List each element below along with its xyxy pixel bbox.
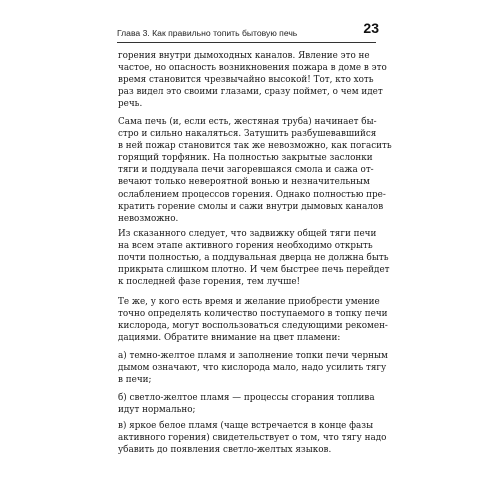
text-line: дациями. Обратите внимание на цвет пламени: xyxy=(118,333,341,344)
text-line: дымом означают, что кислорода мало, надо усилить тягу xyxy=(118,363,387,374)
text-line: в) яркое белое пламя (чаще встречается в конце фазы xyxy=(118,421,374,431)
text-line: горения внутри дымоходных каналов. Явление это не xyxy=(118,51,370,61)
text-line: в печи; xyxy=(118,375,152,386)
text-line: б) светло-желтое пламя — процессы сгорания топлива xyxy=(118,393,375,403)
text-line: речь. xyxy=(118,99,143,110)
text-line: в ней пожар становится так же невозможно, как погасить xyxy=(118,141,392,152)
text-line: раз видел это своими глазами, сразу поймет, о чем идет xyxy=(118,87,383,98)
text-line: частое, но опасность возникновения пожара в доме в это xyxy=(118,63,387,74)
text-line: прикрыта слишком плотно. И чем быстрее печь перейдет xyxy=(118,265,390,276)
text-line: невозможно. xyxy=(118,213,179,224)
paragraph-2 xyxy=(118,116,392,225)
text-line: стро и сильно накаляться. Затушить разбушевавшийся xyxy=(118,129,377,140)
text-line: кислорода, могут воспользоваться следующими рекомен- xyxy=(118,321,388,332)
text-line: к последней фазе горения, тем лучше! xyxy=(118,277,301,288)
page-number: 23 xyxy=(363,20,379,36)
text-line: убавить до появления светло-желтых языков. xyxy=(118,445,332,456)
text-line: кратить горение смолы и сажи внутри дымовых каналов xyxy=(118,201,384,212)
text-line: а) темно-желтое пламя и заполнение топки печи черным xyxy=(118,351,388,361)
paragraph-4 xyxy=(118,296,388,344)
text-line: почти полностью, а поддувальная дверца не должна быть xyxy=(118,253,389,264)
running-header: Глава 3. Как правильно топить бытовую печь xyxy=(117,28,298,38)
text-line: идут нормально; xyxy=(118,405,196,416)
text-line: время становится чрезвычайно высокой! Тот, кто хоть xyxy=(118,75,374,86)
text-line: Сама печь (и, если есть, жестяная труба) начинает бы- xyxy=(118,117,377,127)
paragraph-6 xyxy=(118,392,375,416)
text-line: тяги и поддувала печи загоревшаяся смола и сажа от- xyxy=(118,165,374,176)
paragraph-7 xyxy=(118,420,386,456)
text-line: вечают только невероятной вонью и незначительным xyxy=(118,177,370,188)
text-line: ослаблением процессов горения. Однако полностью пре- xyxy=(118,189,386,200)
paragraph-5 xyxy=(118,350,388,386)
text-line: точно определять количество поступаемого в топку печи xyxy=(118,309,388,320)
text-line: горящий торфяник. На полностью закрытые заслонки xyxy=(118,153,373,164)
text-line: активного горения) свидетельствует о том, что тягу надо xyxy=(118,433,387,444)
paragraph-3 xyxy=(118,228,390,288)
text-line: на всем этапе активного горения необходимо открыть xyxy=(118,241,373,252)
text-line: Те же, у кого есть время и желание приобрести умение xyxy=(118,297,380,307)
text-line: Из сказанного следует, что задвижку общей тяги печи xyxy=(118,229,377,239)
paragraph-1 xyxy=(118,50,387,110)
header-rule xyxy=(117,42,376,43)
